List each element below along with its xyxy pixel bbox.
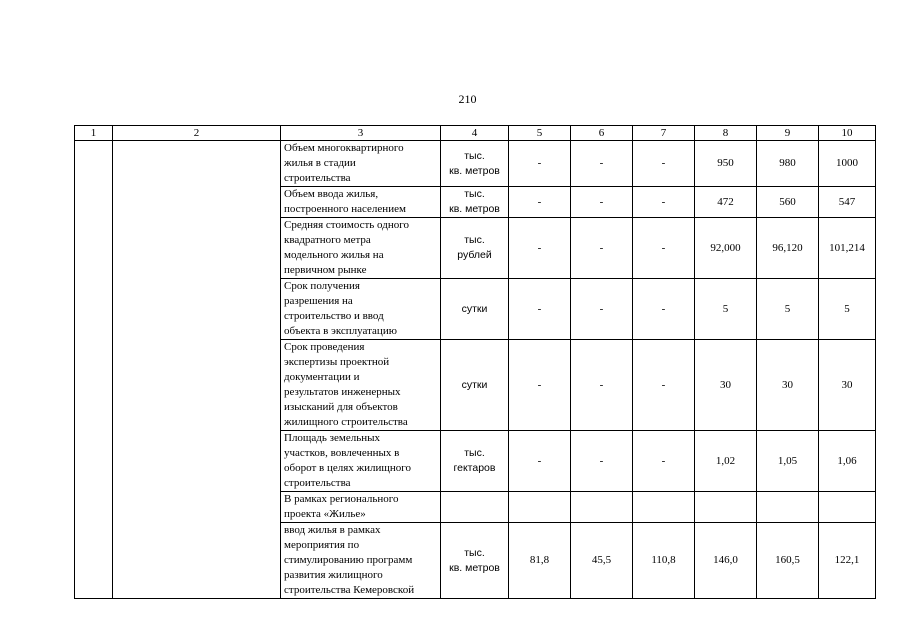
value-cell: - [571, 431, 633, 492]
page-number: 210 [458, 92, 477, 106]
unit-cell: тыс. кв. метров [441, 141, 509, 187]
value-cell: 30 [819, 340, 876, 431]
unit-cell: тыс. гектаров [441, 431, 509, 492]
value-cell: - [571, 187, 633, 218]
indicator-cell: Объем многоквартирного жилья в стадии строительства [281, 141, 441, 187]
indicator-table [74, 125, 876, 599]
value-cell: - [571, 141, 633, 187]
indicator-cell: Средняя стоимость одного квадратного метра модельного жилья на первичном рынке [281, 218, 441, 279]
value-cell: - [633, 141, 695, 187]
value-cell: 30 [757, 340, 819, 431]
value-cell: - [633, 431, 695, 492]
value-cell: - [509, 279, 571, 340]
unit-cell: тыс. рублей [441, 218, 509, 279]
value-cell: 81,8 [509, 523, 571, 599]
value-cell: 980 [757, 141, 819, 187]
header-row [75, 126, 876, 141]
value-cell: 1,05 [757, 431, 819, 492]
value-cell: 101,214 [819, 218, 876, 279]
value-cell [633, 492, 695, 523]
value-cell: 547 [819, 187, 876, 218]
value-cell: 1000 [819, 141, 876, 187]
indicator-cell: Срок проведения экспертизы проектной документации и результатов инженерных изысканий для объектов жилищного строительства [281, 340, 441, 431]
header-cell: 10 [819, 126, 876, 141]
value-cell [571, 492, 633, 523]
value-cell: 5 [695, 279, 757, 340]
value-cell [695, 492, 757, 523]
value-cell: 1,02 [695, 431, 757, 492]
header-cell: 6 [571, 126, 633, 141]
value-cell: - [571, 340, 633, 431]
indicator-cell: Площадь земельных участков, вовлеченных в оборот в целях жилищного строительства [281, 431, 441, 492]
header-cell: 2 [113, 126, 281, 141]
header-cell: 9 [757, 126, 819, 141]
value-cell: 560 [757, 187, 819, 218]
header-cell: 7 [633, 126, 695, 141]
value-cell: - [509, 431, 571, 492]
number-cell [75, 141, 113, 599]
value-cell: 45,5 [571, 523, 633, 599]
header-cell: 1 [75, 126, 113, 141]
value-cell: - [509, 141, 571, 187]
header-cell: 8 [695, 126, 757, 141]
value-cell [819, 492, 876, 523]
indicator-cell: ввод жилья в рамках мероприятия по стимулированию программ развития жилищного строительства Кемеровской [281, 523, 441, 599]
name-cell [113, 141, 281, 599]
value-cell [757, 492, 819, 523]
value-cell: - [509, 187, 571, 218]
value-cell: - [571, 279, 633, 340]
value-cell: 472 [695, 187, 757, 218]
indicator-cell: Объем ввода жилья, построенного населением [281, 187, 441, 218]
value-cell: 160,5 [757, 523, 819, 599]
value-cell: 5 [819, 279, 876, 340]
header-cell: 5 [509, 126, 571, 141]
value-cell: - [571, 218, 633, 279]
unit-cell [441, 492, 509, 523]
unit-cell: сутки [441, 279, 509, 340]
unit-cell: тыс. кв. метров [441, 187, 509, 218]
value-cell: - [509, 218, 571, 279]
value-cell: 1,06 [819, 431, 876, 492]
value-cell: 92,000 [695, 218, 757, 279]
value-cell: 146,0 [695, 523, 757, 599]
value-cell: - [633, 187, 695, 218]
value-cell: 5 [757, 279, 819, 340]
indicator-cell: В рамках регионального проекта «Жилье» [281, 492, 441, 523]
value-cell [509, 492, 571, 523]
value-cell: - [633, 340, 695, 431]
header-cell: 4 [441, 126, 509, 141]
value-cell: 30 [695, 340, 757, 431]
value-cell: - [633, 218, 695, 279]
header-cell: 3 [281, 126, 441, 141]
indicator-cell: Срок получения разрешения на строительство и ввод объекта в эксплуатацию [281, 279, 441, 340]
value-cell: - [509, 340, 571, 431]
unit-cell: сутки [441, 340, 509, 431]
table-row [75, 141, 876, 187]
value-cell: 950 [695, 141, 757, 187]
value-cell: 96,120 [757, 218, 819, 279]
value-cell: 122,1 [819, 523, 876, 599]
value-cell: - [633, 279, 695, 340]
unit-cell: тыс. кв. метров [441, 523, 509, 599]
value-cell: 110,8 [633, 523, 695, 599]
